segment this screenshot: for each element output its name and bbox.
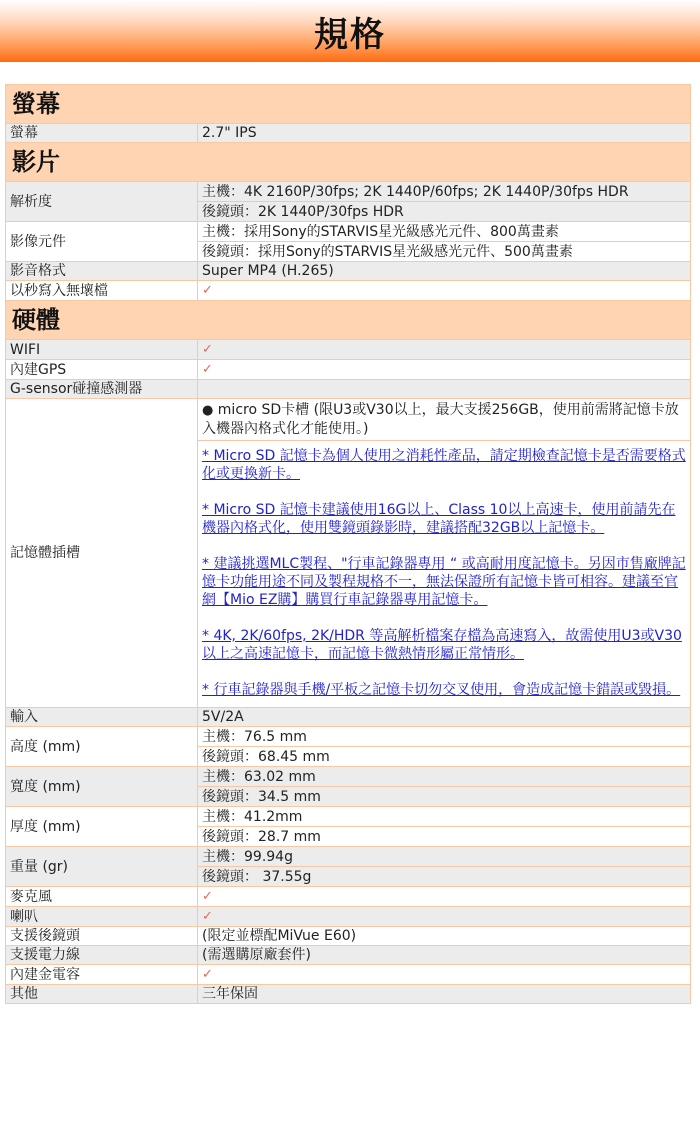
row-label: 支援後鏡頭 bbox=[6, 927, 198, 946]
check-icon: ✓ bbox=[202, 362, 213, 377]
row-value: 5V/2A bbox=[198, 708, 691, 727]
row-label: 螢幕 bbox=[6, 124, 198, 143]
table-row-weight bbox=[6, 847, 691, 867]
spec-table bbox=[5, 84, 691, 1004]
section-header-screen bbox=[6, 85, 691, 124]
row-label: G-sensor碰撞感測器 bbox=[6, 380, 198, 399]
check-icon: ✓ bbox=[202, 909, 213, 924]
check-icon: ✓ bbox=[202, 889, 213, 904]
row-label: 寬度 (mm) bbox=[6, 767, 198, 807]
memory-note-link-5[interactable]: * 行車記錄器與手機/平板之記憶卡切勿交叉使用，會造成記憶卡錯誤或毀損。 bbox=[202, 682, 681, 698]
row-value bbox=[198, 380, 691, 399]
table-row-mic bbox=[6, 887, 691, 907]
section-title: 影片 bbox=[6, 143, 691, 182]
spec-banner bbox=[0, 0, 700, 62]
section-header-hardware bbox=[6, 301, 691, 340]
row-value-rear: 後鏡頭：34.5 mm bbox=[198, 787, 691, 807]
row-label: 喇叭 bbox=[6, 907, 198, 927]
row-label: 內建GPS bbox=[6, 360, 198, 380]
table-row-screen bbox=[6, 124, 691, 143]
check-icon: ✓ bbox=[202, 283, 213, 298]
table-row-memory bbox=[6, 399, 691, 441]
bullet-icon: ● bbox=[202, 403, 214, 418]
table-row-wifi bbox=[6, 340, 691, 360]
row-label: WIFI bbox=[6, 340, 198, 360]
table-row-format bbox=[6, 262, 691, 281]
row-label: 支援電力線 bbox=[6, 946, 198, 965]
row-label: 以秒寫入無壞檔 bbox=[6, 281, 198, 301]
row-label: 輸入 bbox=[6, 708, 198, 727]
row-value-rear: 後鏡頭：28.7 mm bbox=[198, 827, 691, 847]
table-row-gsensor bbox=[6, 380, 691, 399]
row-label: 厚度 (mm) bbox=[6, 807, 198, 847]
row-value-main: 主機：4K 2160P/30fps; 2K 1440P/60fps; 2K 1440P/30fps HDR bbox=[198, 182, 691, 202]
row-label: 影音格式 bbox=[6, 262, 198, 281]
table-row-other bbox=[6, 985, 691, 1004]
table-row-supercap bbox=[6, 965, 691, 985]
row-value: (需選購原廠套件) bbox=[198, 946, 691, 965]
section-title: 硬體 bbox=[6, 301, 691, 340]
row-value-rear: 後鏡頭：2K 1440P/30fps HDR bbox=[198, 202, 691, 222]
row-value: Super MP4 (H.265) bbox=[198, 262, 691, 281]
row-label: 其他 bbox=[6, 985, 198, 1004]
memory-note-link-3[interactable]: * 建議挑選MLC製程、"行車記錄器專用 “ 或高耐用度記憶卡。另因市售廠牌記憶卡功能用途不同及製程規格不一，無法保證所有記憶卡皆可相容。建議至官網【Mio EZ購】購買行車記錄器專用記憶卡。 bbox=[202, 556, 686, 608]
table-row-gps bbox=[6, 360, 691, 380]
row-label: 解析度 bbox=[6, 182, 198, 222]
table-row-height bbox=[6, 727, 691, 747]
row-label: 重量 (gr) bbox=[6, 847, 198, 887]
memory-slot-text: micro SD卡槽 (限U3或V30以上，最大支援256GB，使用前需將記憶卡放入機器內格式化才能使用。) bbox=[202, 402, 679, 437]
check-icon: ✓ bbox=[202, 342, 213, 357]
row-value-main: 主機：採用Sony的STARVIS星光級感光元件、800萬畫素 bbox=[198, 222, 691, 242]
table-row-sensor bbox=[6, 222, 691, 242]
page-title: 規格 bbox=[314, 14, 386, 55]
row-value-rear: 後鏡頭： 37.55g bbox=[198, 867, 691, 887]
table-row-rear-cam bbox=[6, 927, 691, 946]
row-value: (限定並標配MiVue E60) bbox=[198, 927, 691, 946]
row-label: 影像元件 bbox=[6, 222, 198, 262]
row-value-main: 主機：76.5 mm bbox=[198, 727, 691, 747]
table-row-speaker bbox=[6, 907, 691, 927]
table-row-depth bbox=[6, 807, 691, 827]
row-value-main: 主機：99.94g bbox=[198, 847, 691, 867]
row-label: 記憶體插槽 bbox=[6, 399, 198, 708]
memory-note-link-1[interactable]: * Micro SD 記憶卡為個人使用之消耗性產品，請定期檢查記憶卡是否需要格式化或更換新卡。 bbox=[202, 448, 686, 482]
check-icon: ✓ bbox=[202, 967, 213, 982]
memory-note-link-2[interactable]: * Micro SD 記憶卡建議使用16G以上、Class 10以上高速卡，使用前請先在機器內格式化，使用雙鏡頭錄影時，建議搭配32GB以上記憶卡。 bbox=[202, 502, 676, 536]
table-row-input bbox=[6, 708, 691, 727]
row-value-rear: 後鏡頭：採用Sony的STARVIS星光級感光元件、500萬畫素 bbox=[198, 242, 691, 262]
table-row-power-cable bbox=[6, 946, 691, 965]
row-label: 高度 (mm) bbox=[6, 727, 198, 767]
memory-slot-description bbox=[202, 399, 686, 440]
row-value: 2.7" IPS bbox=[198, 124, 691, 143]
row-label: 麥克風 bbox=[6, 887, 198, 907]
row-label: 內建金電容 bbox=[6, 965, 198, 985]
memory-note-link-4[interactable]: * 4K, 2K/60fps, 2K/HDR 等高解析檔案存檔為高速寫入，故需使用U3或V30以上之高速記憶卡，而記憶卡微熱情形屬正常情形。 bbox=[202, 628, 682, 662]
table-row-width bbox=[6, 767, 691, 787]
row-value-rear: 後鏡頭：68.45 mm bbox=[198, 747, 691, 767]
row-value-main: 主機：41.2mm bbox=[198, 807, 691, 827]
row-value-main: 主機：63.02 mm bbox=[198, 767, 691, 787]
section-header-video bbox=[6, 143, 691, 182]
table-row-resolution bbox=[6, 182, 691, 202]
row-value: 三年保固 bbox=[198, 985, 691, 1004]
table-row-lossless bbox=[6, 281, 691, 301]
section-title: 螢幕 bbox=[6, 85, 691, 124]
spec-table-container bbox=[5, 84, 691, 1004]
